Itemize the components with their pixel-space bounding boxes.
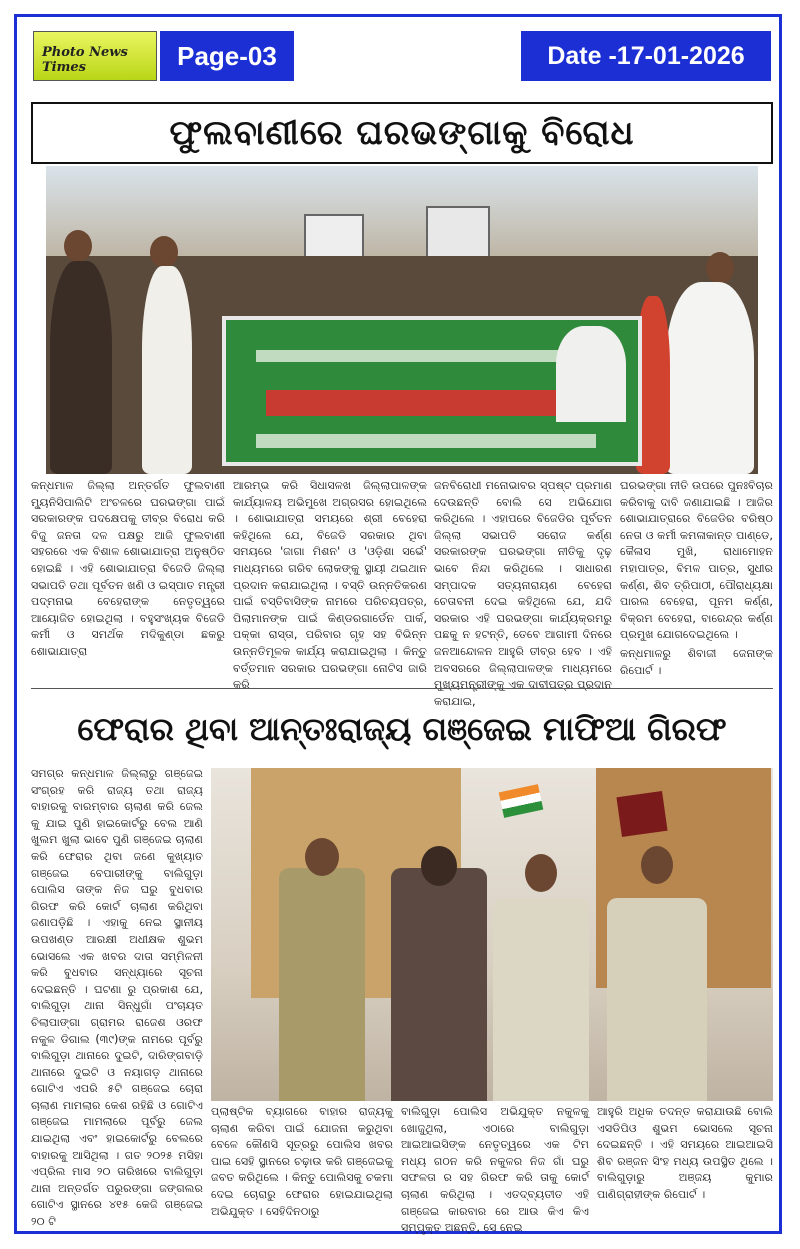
rally-banner [222,316,642,466]
story1-column-1: କନ୍ଧମାଳ ଜିଲ୍ଲା ଅନ୍ତର୍ଗତ ଫୁଲବାଣୀ ମ୍ୟୁନିସିପାଲିଟି ଅଂଚଳରେ ଘରଭଙ୍ଗା ପାଇଁ ସରକାରଙ୍କ ପଦକ୍ଷେପକୁ ତୀବ୍ର ବିରୋଧ କରି ବିଜୁ ଜନତା ଦଳ ପକ୍ଷରୁ ଆଜି ଫୁଲବାଣୀ ସହରରେ ଏକ ବିଶାଳ ଶୋଭାଯାତ୍ରା ଅନୁଷ୍ଠିତ ହୋଇଛି । ଏହି ଶୋଭାଯାତ୍ରା ବିଜେଡି ଜିଲ୍ଲା ସଭାପତି ତଥା ପୂର୍ବତନ ଖଣି ଓ ଇସ୍ପାତ ମନ୍ତ୍ରୀ ପଦ୍ମନାଭ ବେହେରାଙ୍କ ନେତୃତ୍ୱରେ ଆୟୋଜିତ ହୋଇଥିଲା । ବହୁସଂଖ୍ୟକ ବିଜେଡି କର୍ମୀ ଓ ସମର୍ଥକ ମଦିକୁଣ୍ଡା ଛକରୁ ଶୋଭାଯାତ୍ରା [31,479,225,658]
story1-column-3: ଜନବିରୋଧୀ ମନୋଭାବର ସ୍ପଷ୍ଟ ପ୍ରମାଣ ଦେଉଛନ୍ତି ବୋଲି ସେ ଅଭିଯୋଗ କରିଥିଲେ । ଏହାପରେ ବିଜେଡିର ପୂର୍ବତନ ଜିଲ୍ଲା ସଭାପତି ସରୋଜ କର୍ଣ୍ଣ ସରକାରଙ୍କ ଘରଭଙ୍ଗା ନୀତିକୁ ଦୃଢ଼ ଭାବେ ନିନ୍ଦା କରିଥିଲେ । ସାଧାରଣ ସମ୍ପାଦକ ସତ୍ୟନାରାୟଣ ବେହେରା ଚେତାବନୀ ଦେଇ କହିଥିଲେ ଯେ, ଯଦି ସରକାର ଏହି ଘରଭଙ୍ଗା କାର୍ଯ୍ୟକ୍ରମରୁ ପଛକୁ ନ ହଟନ୍ତି, ତେବେ ଆଗାମୀ ଦିନରେ ଜନଆନ୍ଦୋଳନ ଆହୁରି ତୀବ୍ର ହେବ । ଏହି ଅବସରରେ ଜିଲ୍ଲାପାଳଙ୍କ ମାଧ୍ୟମରେ ମୁଖ୍ୟମନ୍ତ୍ରୀଙ୍କୁ ଏକ ଦାବୀପତ୍ର ପ୍ରଦାନ କରାଯାଇ, [434,479,612,708]
story2-column-4: ଆହୁରି ଅଧିକ ତଦନ୍ତ କରାଯାଉଛି ବୋଲି ଏସଡିପିଓ ଶୁଭମ ଭୋସଲେ ସୂଚନା ଦେଇଛନ୍ତି । ଏହି ସମୟରେ ଆଇଆଇସି ଶିବ ରଞ୍ଜନ ସିଂହ ମଧ୍ୟ ଉପସ୍ଥିତ ଥିଲେ । ବାଲିଗୁଡ଼ାରୁ ଅଞ୍ଜୟ କୁମାର ପାଣିଗ୍ରାହୀଙ୍କ ରିପୋର୍ଟ । [597,1105,773,1201]
officer-2 [493,898,589,1101]
officer-1 [279,868,365,1101]
story1-column-4: ଘରଭଙ୍ଗା ନୀତି ଉପରେ ପୁନଃବିଚାର କରିବାକୁ ଦାବି ଜଣାଯାଇଛି । ଆଜିର ଶୋଭାଯାତ୍ରାରେ ବିଜେଡିର ବରିଷ୍ଠ ନେତା ଓ କର୍ମୀ କମଳାକାନ୍ତ ପାଣ୍ଡେ, କୈଳାସ ମୁଖି, ରାଧାମୋହନ ମହାପାତ୍ର, ବିମଳ ପାତ୍ର, ସୁଧୀର କର୍ଣ୍ଣ, ଶିବ ତ୍ରିପାଠୀ, ପୌରାଧ୍ୟକ୍ଷା ପାରଲ ବେହେରା, ପୂନମ କର୍ଣ୍ଣ, ବିକ୍ରମ ବେହେରା, ବାରେନ୍ଦ୍ର କର୍ଣ୍ଣ ପ୍ରମୁଖ ଯୋଗଦେଇଥିଲେ । [620,479,773,642]
protest-rally-photo [46,166,758,474]
newspaper-logo [33,31,157,81]
flag-icon [499,784,544,818]
page-number-badge: Page-03 [160,31,294,81]
story2-column-1: ସମଗ୍ର କନ୍ଧମାଳ ଜିଲ୍ଲାରୁ ଗଞ୍ଜେଇ ସଂଗ୍ରହ କରି ରାଜ୍ୟ ତଥା ରାଜ୍ୟ ବାହାରକୁ ବାରମ୍ବାର ଚାଲାଣ କରି ଜେଲ କୁ ଯାଇ ପୁଣି ହାଇକୋର୍ଟରୁ ବେଲ ଆଣି ଖୁଲମ ଖୁଲା ଭାବେ ପୁଣି ଗଞ୍ଜେଇ ଚାଲାଣ କରି ଫେରାର ଥିବା ଜଣେ କୁଖ୍ୟାତ ଗଞ୍ଜେଇ ବେପାରୀଙ୍କୁ ବାଲିଗୁଡ଼ା ପୋଲିସ ତାଙ୍କ ନିଜ ଘରୁ ବୁଧବାର ଗିରଫ କରି କୋର୍ଟ ଚାଲାଣ କରିଥିବା ଜଣାପଡ଼ିଛି । ଏହାକୁ ନେଇ ସ୍ଥାନୀୟ ଉପଖଣ୍ଡ ଆରକ୍ଷୀ ଅଧୀକ୍ଷକ ଶୁଭମ ଭୋସଲେ ଏକ ଖବର ଦାତା ସମ୍ମିଳନୀ କରି ବୁଧବାର ସନ୍ଧ୍ୟାରେ ସୂଚନା ଦେଇଛନ୍ତି । ଘଟଣା ରୁ ପ୍ରକାଶ ଯେ, ବାଲିଗୁଡ଼ା ଥାନା ସିନ୍ଧୁଗାଁ ପଂଚାୟତ ଚିଲାପାଙ୍ଗା ଗ୍ରାମର ରାଜେଶ ଓରଫ ନକୁଳ ଡିଗାଲ (୩୯)ଙ୍କ ନାମରେ ପୂର୍ବରୁ ବାଲିଗୁଡ଼ା ଥାନାରେ ଦୁଇଟି, ଦାରିଙ୍ଗବାଡ଼ି ଥାନାରେ ଦୁଇଟି ଓ ନୟାଗଡ଼ ଥାନାରେ ଗୋଟିଏ ଏପରି ୫ଟି ଗଞ୍ଜେଇ ଚୋରା ଚାଲାଣ ମାମଲାର କେଶ ରହିଛି ଓ ଗୋଟିଏ ଗଞ୍ଜେଇ ମାମଲାରେ ପୂର୍ବରୁ ଜେଲ ଯାଇଥିଲା ଏବଂ ହାଇକୋର୍ଟରୁ ବେଲରେ ବାହାରକୁ ଆସିଥିଲା । ଗତ ୨୦୨୫ ମସିହା ଏପ୍ରିଲ ମାସ ୨୦ ତାରିଖରେ ବାଲିଗୁଡ଼ା ଥାନା ଅନ୍ତର୍ଗତ ପରୁରଙ୍ଗା ଜଙ୍ଗଲର ଗୋଟିଏ ସ୍ଥାନରେ ୪୧୫ କେଜି ଗଞ୍ଜେଇ ୨୦ ଟି [31,767,203,1229]
section-divider [31,688,773,689]
logo-text: Photo News Times [42,45,128,75]
police-arrest-photo [211,768,773,1101]
story1-column-2: ଆରମ୍ଭ କରି ସିଧାସଳଖ ଜିଲ୍ଲାପାଳଙ୍କ କାର୍ଯ୍ୟାଳୟ ଅଭିମୁଖେ ଅଗ୍ରସର ହୋଇଥିଲେ । ଶୋଭାଯାତ୍ରା ସମୟରେ ଶ୍ରୀ ବେହେରା କହିଥିଲେ ଯେ, ବିଜେଡି ସରକାର ଥିବା ସମୟରେ 'ଜାଗା ମିଶନ' ଓ 'ଓଡ଼ିଶା ସର୍ଭେ' ମାଧ୍ୟମରେ ଗରିବ ଲୋକଙ୍କୁ ସ୍ଥାୟୀ ଥଇଥାନ ପ୍ରଦାନ କରାଯାଇଥିଲା । ବସ୍ତି ଉନ୍ନତିକରଣ ପାଇଁ ବସ୍ତିବାସିଙ୍କ ନାମରେ ପରିଚୟପତ୍ର, ପିଲାମାନଙ୍କ ପାଇଁ କିଣ୍ଡରଗାର୍ଡେନ ପାର୍କ, ପକ୍କା ରାସ୍ତା, ପରିବାର ଗୃହ ସହ ବିଭିନ୍ନ ଉନ୍ନତିମୂଳକ କାର୍ଯ୍ୟ କରାଯାଇଥିଲା । କିନ୍ତୁ ବର୍ତ୍ତମାନ ସରକାର ଘରଭଙ୍ଗା ନୋଟିସ ଜାରି କରି [233,479,427,692]
accused-person [391,868,487,1101]
police-flag-icon [616,791,667,837]
story2-column-2: ପ୍ଲାଷ୍ଟିକ ବ୍ୟାଗରେ ବାହାର ରାଜ୍ୟକୁ ଚାଲାଣ କରିବା ପାଇଁ ଯୋଜନା କରୁଥିବା ବେଳେ କୌଣସି ସୂତ୍ରରୁ ପୋଲିସ ଖବର ପାଇ ସେହି ସ୍ଥାନରେ ଚଢ଼ାଉ କରି ଗଞ୍ଜେଇକୁ ଜବତ କରିଥିଲେ । କିନ୍ତୁ ପୋଲିସକୁ ଚକମା ଦେଇ ଚୋରାରୁ ଫେରାର ହୋଇଯାଇଥିଲା ଅଭିଯୁକ୍ତ । ସେହିଦିନଠାରୁ [211,1105,393,1218]
story2-headline: ଫେରାର ଥିବା ଆନ୍ତଃରାଜ୍ୟ ଗଞ୍ଜେଇ ମାଫିଆ ଗିରଫ [77,710,727,748]
story1-headline: ଫୁଲବାଣୀରେ ଘରଭଙ୍ଗାକୁ ବିରୋଧ [31,102,773,164]
date-badge: Date -17-01-2026 [521,31,771,81]
story2-column-3: ବାଲିଗୁଡ଼ା ପୋଲିସ ଅଭିଯୁକ୍ତ ନକୁଳକୁ ଖୋଜୁଥିଲା, ଏଠାରେ ବାଲିଗୁଡ଼ା ଆଇଆଇସିଙ୍କ ନେତୃତ୍ୱରେ ଏକ ଟିମ ମଧ୍ୟ ଗଠନ କରି ନକୁଳର ନିଜ ଗାଁ ଘରୁ ସଫଳତା ର ସହ ଗିରଫ କରି ତାକୁ କୋର୍ଟ ଚାଲାଣ କରିଥିଲା । ଏତଦ୍ବ୍ୟତୀତ ଏହି ଗଞ୍ଜେଇ କାରବାର ରେ ଆଉ କିଏ କିଏ ସମ୍ପୃକ୍ତ ଅଛନ୍ତି, ସେ ନେଇ [401,1105,589,1235]
story1-byline: କନ୍ଧମାଳରୁ ଶିବାଜୀ ଜେନାଙ୍କ ରିପୋର୍ଟ । [620,647,773,677]
officer-3 [607,898,707,1101]
